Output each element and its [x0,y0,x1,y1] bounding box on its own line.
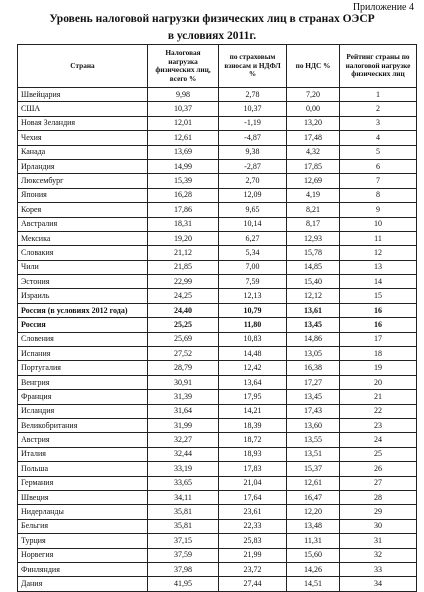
cell-insurance-ndfl: 27,44 [219,577,287,591]
cell-rank: 24 [340,433,417,447]
cell-rank: 34 [340,577,417,591]
cell-country: Ирландия [18,159,148,173]
cell-insurance-ndfl: 18,93 [219,447,287,461]
cell-vat: 13,51 [287,447,340,461]
cell-vat: 15,78 [287,246,340,260]
table-row [18,275,417,289]
cell-country: Корея [18,203,148,217]
cell-vat: 13,05 [287,347,340,361]
cell-insurance-ndfl: 18,39 [219,418,287,432]
table-row [18,131,417,145]
cell-vat: 13,60 [287,418,340,432]
table-row [18,102,417,116]
cell-country: Бельгия [18,519,148,533]
cell-country: Россия (в условиях 2012 года) [18,303,148,317]
cell-country: Эстония [18,275,148,289]
cell-vat: 14,51 [287,577,340,591]
cell-rank: 20 [340,375,417,389]
table-header-row [18,45,417,88]
table-row [18,534,417,548]
table-row [18,418,417,432]
cell-country: Япония [18,188,148,202]
cell-country: Польша [18,462,148,476]
cell-rank: 5 [340,145,417,159]
cell-country: Турция [18,534,148,548]
cell-insurance-ndfl: 18,72 [219,433,287,447]
cell-country: Великобритания [18,418,148,432]
cell-rank: 14 [340,275,417,289]
table-row [18,375,417,389]
cell-vat: 15,60 [287,548,340,562]
cell-total: 24,25 [148,289,219,303]
cell-rank: 8 [340,188,417,202]
table-row [18,231,417,245]
cell-total: 16,28 [148,188,219,202]
table-row [18,519,417,533]
cell-country: Австрия [18,433,148,447]
header-vat: по НДС % [287,45,340,88]
table-row [18,145,417,159]
table-row [18,303,417,317]
cell-total: 37,15 [148,534,219,548]
cell-vat: 12,20 [287,505,340,519]
cell-country: Мексика [18,231,148,245]
cell-insurance-ndfl: 25,83 [219,534,287,548]
cell-country: Дания [18,577,148,591]
cell-insurance-ndfl: 6,27 [219,231,287,245]
cell-total: 21,85 [148,260,219,274]
cell-country: Швеция [18,490,148,504]
cell-total: 32,44 [148,447,219,461]
cell-total: 31,39 [148,390,219,404]
cell-insurance-ndfl: 17,64 [219,490,287,504]
table-row [18,476,417,490]
cell-rank: 16 [340,303,417,317]
cell-country: Австралия [18,217,148,231]
cell-vat: 0,00 [287,102,340,116]
cell-total: 28,79 [148,361,219,375]
cell-total: 25,69 [148,332,219,346]
cell-country: Люксембург [18,174,148,188]
cell-total: 35,81 [148,505,219,519]
header-country: Страна [18,45,148,88]
cell-total: 9,98 [148,88,219,102]
cell-rank: 15 [340,289,417,303]
cell-vat: 12,93 [287,231,340,245]
cell-insurance-ndfl: 12,09 [219,188,287,202]
cell-vat: 17,27 [287,375,340,389]
cell-vat: 13,61 [287,303,340,317]
cell-total: 41,95 [148,577,219,591]
cell-insurance-ndfl: -1,19 [219,116,287,130]
cell-insurance-ndfl: 10,79 [219,303,287,317]
cell-rank: 29 [340,505,417,519]
cell-total: 24,40 [148,303,219,317]
cell-vat: 12,12 [287,289,340,303]
cell-insurance-ndfl: 13,64 [219,375,287,389]
cell-insurance-ndfl: 5,34 [219,246,287,260]
cell-vat: 8,17 [287,217,340,231]
cell-vat: 13,45 [287,318,340,332]
cell-rank: 25 [340,447,417,461]
cell-country: Финляндия [18,562,148,576]
table-row [18,332,417,346]
cell-country: Словения [18,332,148,346]
cell-rank: 3 [340,116,417,130]
table-row [18,246,417,260]
cell-vat: 14,26 [287,562,340,576]
cell-total: 33,19 [148,462,219,476]
cell-insurance-ndfl: 14,48 [219,347,287,361]
cell-country: Исландия [18,404,148,418]
cell-total: 21,12 [148,246,219,260]
table-row [18,390,417,404]
cell-insurance-ndfl: 10,14 [219,217,287,231]
cell-insurance-ndfl: 23,72 [219,562,287,576]
cell-country: США [18,102,148,116]
cell-total: 12,61 [148,131,219,145]
cell-insurance-ndfl: 9,38 [219,145,287,159]
cell-country: Россия [18,318,148,332]
table-row [18,505,417,519]
cell-rank: 6 [340,159,417,173]
cell-insurance-ndfl: 10,83 [219,332,287,346]
cell-rank: 19 [340,361,417,375]
cell-total: 15,39 [148,174,219,188]
table-row [18,562,417,576]
table-row [18,260,417,274]
cell-vat: 13,20 [287,116,340,130]
cell-vat: 15,37 [287,462,340,476]
cell-country: Норвегия [18,548,148,562]
tax-burden-table [17,44,417,592]
cell-insurance-ndfl: 22,33 [219,519,287,533]
title-line-1: Уровень налоговой нагрузки физических лиц в странах ОЭСР [49,13,375,25]
cell-rank: 13 [340,260,417,274]
cell-country: Нидерланды [18,505,148,519]
cell-rank: 23 [340,418,417,432]
cell-total: 35,81 [148,519,219,533]
table-row [18,159,417,173]
cell-country: Новая Зеландия [18,116,148,130]
header-total: Налоговая нагрузка физических лиц, всего % [148,45,219,88]
table-row [18,174,417,188]
cell-insurance-ndfl: 17,95 [219,390,287,404]
table-row [18,404,417,418]
cell-vat: 13,45 [287,390,340,404]
cell-vat: 4,19 [287,188,340,202]
table-row [18,361,417,375]
cell-country: Испания [18,347,148,361]
cell-vat: 12,61 [287,476,340,490]
cell-rank: 9 [340,203,417,217]
cell-vat: 13,55 [287,433,340,447]
cell-total: 22,99 [148,275,219,289]
cell-vat: 13,48 [287,519,340,533]
table-row [18,447,417,461]
cell-insurance-ndfl: 21,04 [219,476,287,490]
cell-vat: 12,69 [287,174,340,188]
page-title [0,11,424,45]
cell-rank: 10 [340,217,417,231]
table-row [18,462,417,476]
cell-country: Португалия [18,361,148,375]
cell-rank: 18 [340,347,417,361]
cell-total: 32,27 [148,433,219,447]
cell-total: 27,52 [148,347,219,361]
cell-insurance-ndfl: 12,13 [219,289,287,303]
table-row [18,116,417,130]
cell-total: 10,37 [148,102,219,116]
table-row [18,203,417,217]
cell-insurance-ndfl: 11,80 [219,318,287,332]
cell-rank: 27 [340,476,417,490]
cell-vat: 15,40 [287,275,340,289]
cell-rank: 1 [340,88,417,102]
cell-insurance-ndfl: 17,83 [219,462,287,476]
table-row [18,490,417,504]
cell-total: 31,64 [148,404,219,418]
cell-country: Швейцария [18,88,148,102]
cell-country: Канада [18,145,148,159]
table-row [18,289,417,303]
appendix-label: Приложение 4 [352,2,414,13]
header-insurance-ndfl: по страховым взносам и НДФЛ % [219,45,287,88]
table-row [18,88,417,102]
cell-total: 17,86 [148,203,219,217]
cell-insurance-ndfl: 21,99 [219,548,287,562]
table-row [18,217,417,231]
cell-vat: 4,32 [287,145,340,159]
table-row [18,347,417,361]
cell-vat: 16,38 [287,361,340,375]
cell-country: Чехия [18,131,148,145]
cell-country: Франция [18,390,148,404]
cell-total: 33,65 [148,476,219,490]
table-row [18,433,417,447]
cell-vat: 8,21 [287,203,340,217]
cell-country: Словакия [18,246,148,260]
cell-rank: 31 [340,534,417,548]
cell-total: 13,69 [148,145,219,159]
cell-total: 37,59 [148,548,219,562]
cell-rank: 26 [340,462,417,476]
cell-vat: 14,85 [287,260,340,274]
cell-total: 34,11 [148,490,219,504]
cell-rank: 17 [340,332,417,346]
cell-rank: 16 [340,318,417,332]
cell-rank: 22 [340,404,417,418]
cell-insurance-ndfl: 12,42 [219,361,287,375]
cell-country: Венгрия [18,375,148,389]
cell-insurance-ndfl: 7,59 [219,275,287,289]
cell-vat: 17,85 [287,159,340,173]
cell-total: 18,31 [148,217,219,231]
cell-vat: 11,31 [287,534,340,548]
cell-rank: 21 [340,390,417,404]
cell-rank: 4 [340,131,417,145]
cell-rank: 7 [340,174,417,188]
header-rank: Рейтинг страны по налоговой нагрузке физических лиц [340,45,417,88]
cell-country: Чили [18,260,148,274]
table-row [18,188,417,202]
cell-rank: 28 [340,490,417,504]
cell-rank: 12 [340,246,417,260]
cell-insurance-ndfl: 7,00 [219,260,287,274]
cell-insurance-ndfl: -2,87 [219,159,287,173]
cell-total: 37,98 [148,562,219,576]
cell-country: Германия [18,476,148,490]
cell-rank: 30 [340,519,417,533]
cell-country: Италия [18,447,148,461]
cell-insurance-ndfl: 23,61 [219,505,287,519]
table-row [18,318,417,332]
cell-vat: 17,43 [287,404,340,418]
cell-insurance-ndfl: 2,78 [219,88,287,102]
title-line-2: в условиях 2011г. [167,30,257,42]
cell-insurance-ndfl: 2,70 [219,174,287,188]
cell-total: 19,20 [148,231,219,245]
cell-insurance-ndfl: 14,21 [219,404,287,418]
cell-rank: 32 [340,548,417,562]
cell-total: 30,91 [148,375,219,389]
table-row [18,577,417,591]
table-body [18,88,417,592]
cell-rank: 2 [340,102,417,116]
cell-vat: 7,20 [287,88,340,102]
cell-vat: 14,86 [287,332,340,346]
cell-insurance-ndfl: 9,65 [219,203,287,217]
cell-total: 12,01 [148,116,219,130]
cell-vat: 16,47 [287,490,340,504]
cell-total: 14,99 [148,159,219,173]
cell-rank: 33 [340,562,417,576]
table-row [18,548,417,562]
cell-insurance-ndfl: 10,37 [219,102,287,116]
cell-vat: 17,48 [287,131,340,145]
cell-total: 31,99 [148,418,219,432]
cell-country: Израиль [18,289,148,303]
cell-insurance-ndfl: -4,87 [219,131,287,145]
cell-rank: 11 [340,231,417,245]
cell-total: 25,25 [148,318,219,332]
